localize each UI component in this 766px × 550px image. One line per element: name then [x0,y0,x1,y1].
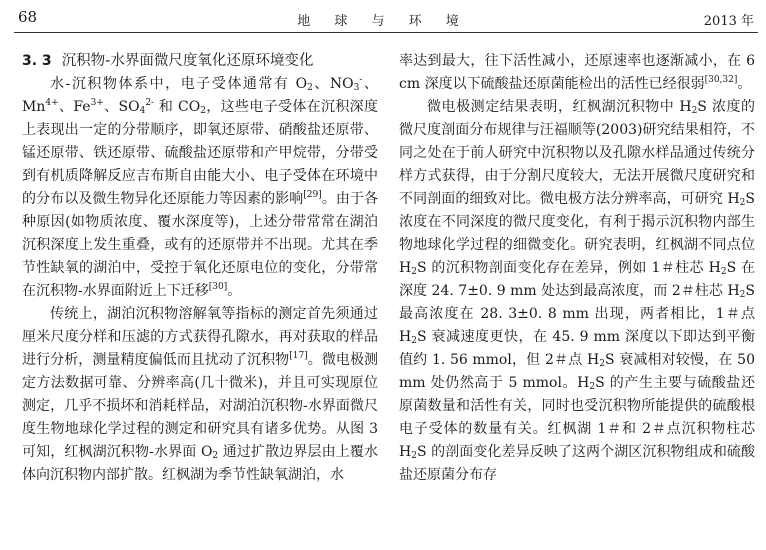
citation: [29] [303,190,322,200]
right-column [399,50,755,550]
section-heading [22,50,378,73]
left-paragraph-1: 水-沉积物体系中，电子受体通常有 $O_2$、$NO_3^-$、$Mn^{4+}$、$Fe^{3+}$、$SO_4^{2-}$ 和 $CO_2$，这些电子受体在沉积深度上表现出一定的分带顺序，即氧还原带、硝酸盐还原带、锰还原带、铁还原带、硫酸盐还原带和产甲烷带，分带受到有机质降解反应吉布斯自由能大小、电子受体在环境中的分布以及微生物异化还原能力等因素的影响[29]。由于各种原因(如物质浓度、覆水深度等)，上述分带常常在湖泊沉积深度上发生重叠，或有的还原带并不出现。尤其在季节性缺氧的湖泊中，受控于氧化还原电位的变化，分带常在沉积物-水界面附近上下迁移[30]。 [22,75,378,299]
page-number: 68 [18,8,38,26]
citation: [17] [289,351,308,361]
citation: [30] [208,282,228,292]
page-header [0,0,766,30]
right-paragraph-2: 微电极测定结果表明，红枫湖沉积物中 $H_2S$ 浓度的微尺度剖面分布规律与汪福顺等(2003)研究结果相符，不同之处在于前人研究中沉积物以及孔隙水样品通过传统分样方式获得，由于分割尺度较大，无法开展微尺度研究和不同剖面的细致对比。微电极方法分辨率高，可研究 $H_2S$ 浓度在不同深度的微尺度变化，有利于揭示沉积物内部生物地球化学过程的细微变化。研究表明，红枫湖不同点位 $H_2S$ 的沉积物剖面变化存在差异，例如 1＃柱芯 $H_2S$ 在深度 24. 7±0. 9 mm 处达到最高浓度，而 2＃柱芯 $H_2S$ 最高浓度在 28. 3±0. 8 mm 出现，两者相比，1＃点 $H_2S$ 衰减速度更快，在 45. 9 mm 深度以下即达到平衡值约 1. 56 mmol，但 2＃点 $H_2S$ 衰减相对较慢，在 50 mm 处仍然高于 5 mmol。$H_2S$ 的产生主要与硫酸盐还原菌数量和活性有关，同时也受沉积物所能提供的硫酸根电子受体的数量有关。红枫湖 1＃和 2＃点沉积物柱芯 $H_2S$ 的剖面变化差异反映了这两个湖区沉积物组成和硫酸盐还原菌分布存 [399,99,755,483]
journal-title: 地 球 与 环 境 [297,14,469,29]
citation: [30,32] [704,75,738,85]
section-title: 沉积物-水界面微尺度氧化还原环境变化 [61,53,314,69]
section-number: 3. 3 [22,53,52,69]
left-column [22,50,378,550]
header-rule [14,32,758,33]
publication-year: 2013 年 [703,14,754,29]
right-paragraph-1: 率达到最大，往下活性减小，还原速率也逐渐减小，在 6 cm 深度以下硫酸盐还原菌能检出的活性已经很弱[30,32]。 [399,53,755,92]
left-paragraph-2: 传统上，湖泊沉积物溶解氧等指标的测定首先须通过厘米尺度分样和压滤的方式获得孔隙水，再对获取的样品进行分析，测量精度偏低而且扰动了沉积物[17]。微电极测定方法数据可靠、分辨率高(几十微米)，并且可实现原位测定，几乎不损坏和消耗样品，对湖泊沉积物-水界面微尺度生物地球化学过程的测定和研究具有诸多优势。从图 3 可知，红枫湖沉积物-水界面 $O_2$ 通过扩散边界层由上覆水体向沉积物内部扩散。红枫湖为季节性缺氧湖泊，水 [22,306,378,483]
